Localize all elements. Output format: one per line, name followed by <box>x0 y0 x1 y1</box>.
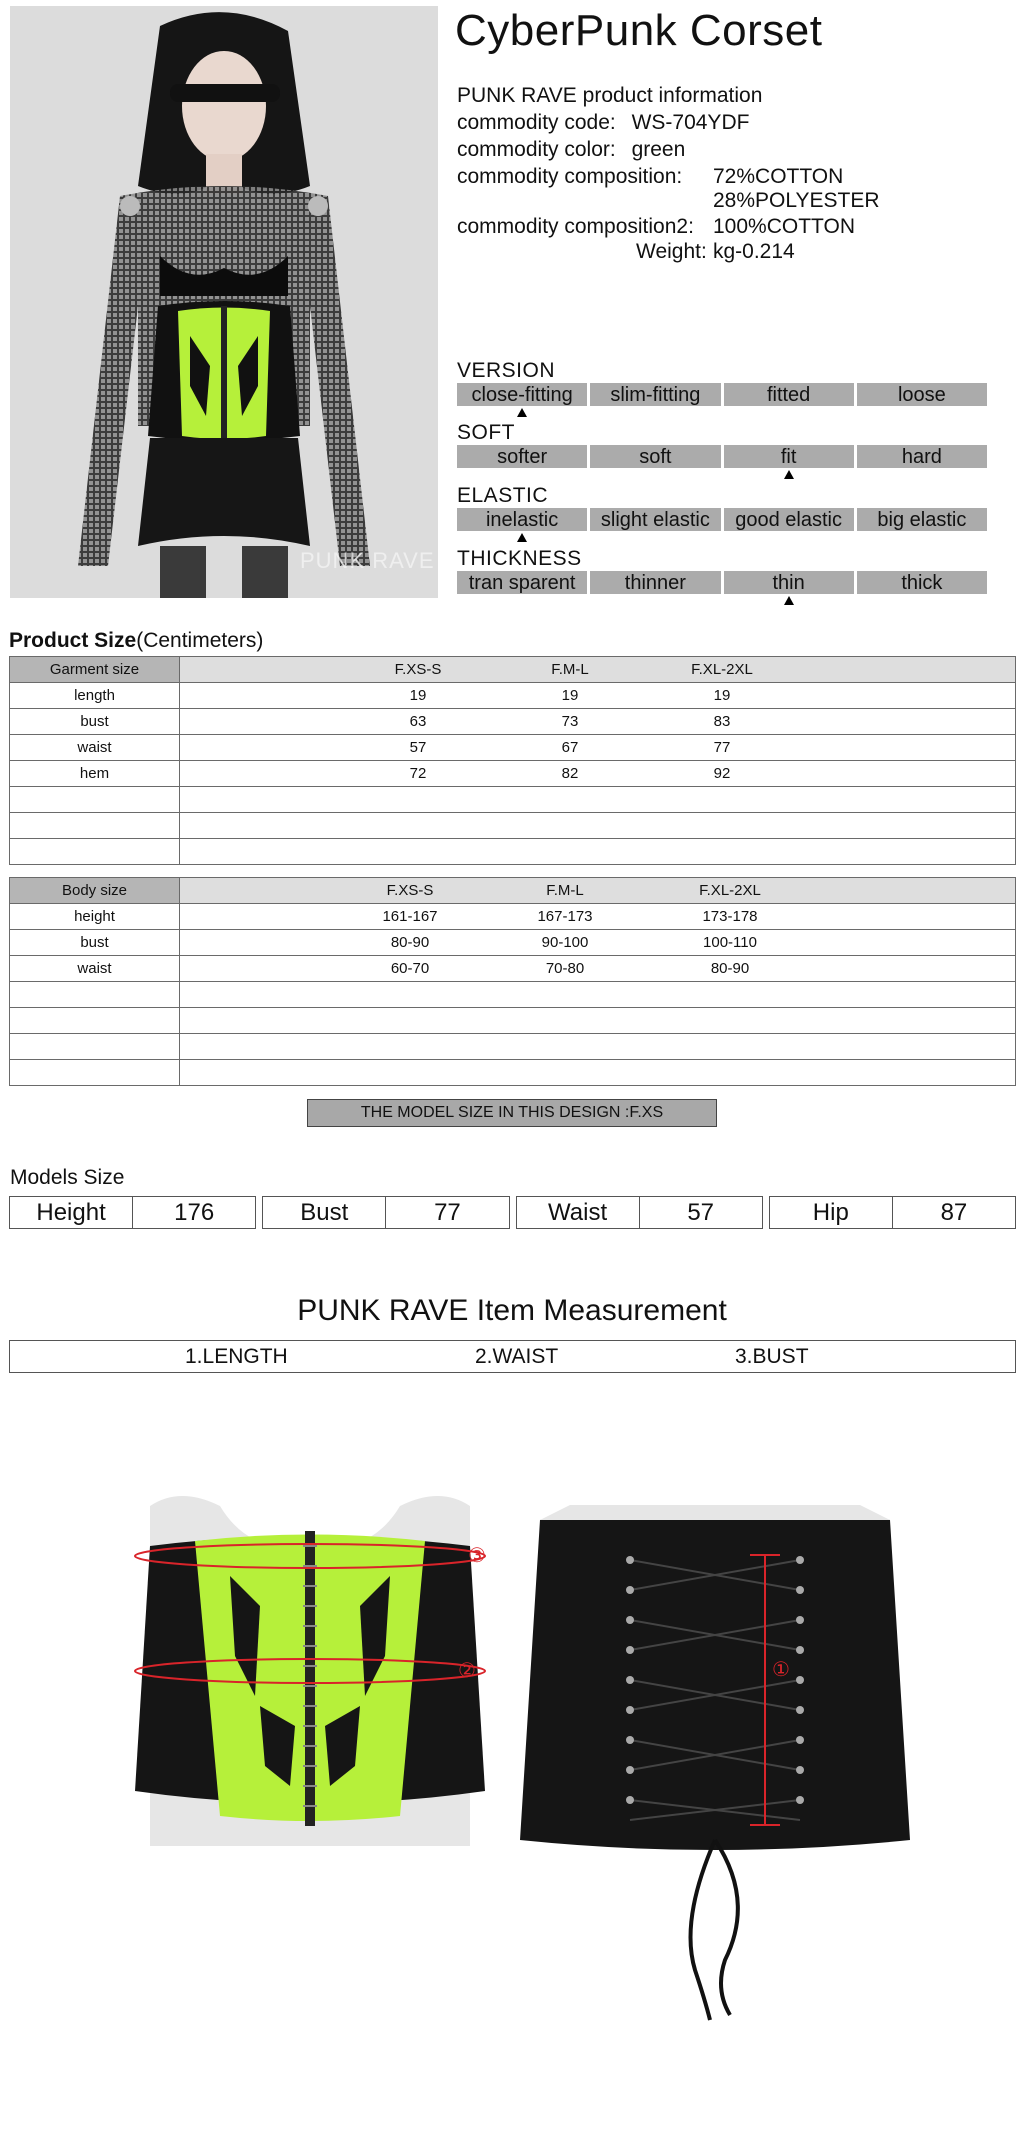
scale-elastic <box>457 508 987 531</box>
product-size-title <box>9 629 263 653</box>
cell: 80-90 <box>710 960 750 977</box>
cell: 92 <box>713 765 731 782</box>
color-label: commodity color: <box>457 138 616 161</box>
product-size-heading: Product Size <box>9 629 137 652</box>
models-size-label: Hip <box>770 1197 893 1228</box>
scale-title-soft: SOFT <box>457 421 515 444</box>
models-size-label: Waist <box>517 1197 640 1228</box>
scale-option: fit <box>724 445 854 468</box>
scale-marker-version <box>517 408 527 417</box>
scale-option: close-fitting <box>457 383 587 406</box>
size-column: F.M-L <box>551 661 589 678</box>
scale-option: softer <box>457 445 587 468</box>
table-row <box>10 930 1016 956</box>
color-value: green <box>631 138 686 161</box>
size-column: F.M-L <box>546 882 584 899</box>
row-label: waist <box>10 956 180 982</box>
cell: 19 <box>713 687 731 704</box>
models-size-row <box>9 1196 1016 1229</box>
marker-waist: ② <box>458 1660 476 1682</box>
row-label: length <box>10 683 180 709</box>
scale-option: thick <box>857 571 987 594</box>
table-row <box>10 735 1016 761</box>
table-header: Garment size <box>10 657 180 683</box>
models-size-value: 176 <box>174 1199 215 1226</box>
table-row <box>10 956 1016 982</box>
cell: 19 <box>409 687 427 704</box>
scale-marker-elastic <box>517 533 527 542</box>
cell: 73 <box>561 713 579 730</box>
cell: 90-100 <box>541 934 589 951</box>
cell: 72 <box>409 765 427 782</box>
table-row <box>10 683 1016 709</box>
scale-version <box>457 383 987 406</box>
table-row-empty <box>10 839 1016 865</box>
info-composition-label: commodity composition: <box>457 165 683 188</box>
scale-title-elastic: ELASTIC <box>457 484 549 507</box>
models-size-item <box>769 1196 1016 1229</box>
weight-label: Weight: <box>636 240 707 263</box>
table-row-empty <box>10 813 1016 839</box>
size-column: F.XL-2XL <box>691 661 753 678</box>
table-row-empty <box>10 1060 1016 1086</box>
scale-option: slight elastic <box>590 508 720 531</box>
info-composition2-label: commodity composition2: <box>457 215 694 238</box>
info-code-row <box>457 109 749 136</box>
scale-option: tran sparent <box>457 571 587 594</box>
row-label: bust <box>10 709 180 735</box>
table-header-sizes <box>180 657 1016 683</box>
scale-marker-soft <box>784 470 794 479</box>
measurement-title: PUNK RAVE Item Measurement <box>297 1294 727 1327</box>
scale-option: hard <box>857 445 987 468</box>
models-size-value: 77 <box>434 1199 461 1226</box>
size-column: F.XL-2XL <box>699 882 761 899</box>
row-label: height <box>10 904 180 930</box>
size-column: F.XS-S <box>394 661 442 678</box>
body-size-table <box>9 877 1016 1086</box>
code-label: commodity code: <box>457 111 616 134</box>
table-row <box>10 904 1016 930</box>
scale-title-thickness: THICKNESS <box>457 547 582 570</box>
scale-option: inelastic <box>457 508 587 531</box>
model-illustration <box>10 6 438 598</box>
models-size-value: 57 <box>687 1199 715 1226</box>
info-heading: PUNK RAVE product information <box>457 84 763 107</box>
scale-soft <box>457 445 987 468</box>
row-label: bust <box>10 930 180 956</box>
cell: 167-173 <box>537 908 593 925</box>
table-header-sizes <box>180 878 1016 904</box>
size-column: F.XS-S <box>386 882 434 899</box>
cell: 63 <box>409 713 427 730</box>
scale-option: thin <box>724 571 854 594</box>
composition2-value: 100%COTTON <box>713 215 855 238</box>
models-size-label: Bust <box>263 1197 386 1228</box>
weight-value: kg-0.214 <box>713 240 795 263</box>
code-value: WS-704YDF <box>631 111 750 134</box>
measurement-item: 1.LENGTH <box>185 1345 288 1368</box>
scale-title-version: VERSION <box>457 359 556 382</box>
row-label: waist <box>10 735 180 761</box>
cell: 100-110 <box>703 934 757 951</box>
scale-option: fitted <box>724 383 854 406</box>
cell: 83 <box>713 713 731 730</box>
cell: 161-167 <box>382 908 438 925</box>
product-photo <box>10 6 438 598</box>
scale-thickness <box>457 571 987 594</box>
cell: 173-178 <box>702 908 758 925</box>
scale-option: soft <box>590 445 720 468</box>
table-row-empty <box>10 1034 1016 1060</box>
corset-front-illustration <box>120 1486 500 1866</box>
product-size-unit: (Centimeters) <box>136 629 264 652</box>
models-size-title: Models Size <box>10 1166 125 1189</box>
cell: 80-90 <box>390 934 430 951</box>
scale-option: loose <box>857 383 987 406</box>
models-size-item <box>262 1196 509 1229</box>
models-size-item <box>516 1196 763 1229</box>
cell: 82 <box>561 765 579 782</box>
table-row <box>10 709 1016 735</box>
composition-value-1: 72%COTTON <box>713 165 844 188</box>
row-label: hem <box>10 761 180 787</box>
scale-option: good elastic <box>724 508 854 531</box>
corset-back-illustration <box>520 1500 910 2040</box>
table-row <box>10 761 1016 787</box>
cell: 67 <box>561 739 579 756</box>
models-size-label: Height <box>10 1197 133 1228</box>
model-size-note: THE MODEL SIZE IN THIS DESIGN :F.XS <box>307 1099 717 1127</box>
measurement-item: 3.BUST <box>735 1345 809 1368</box>
table-row-empty <box>10 1008 1016 1034</box>
table-header: Body size <box>10 878 180 904</box>
watermark: PUNK RAVE <box>300 548 435 573</box>
product-title: CyberPunk Corset <box>455 6 823 55</box>
measurement-item: 2.WAIST <box>475 1345 559 1368</box>
cell: 19 <box>561 687 579 704</box>
marker-bust: ③ <box>468 1545 486 1567</box>
cell: 57 <box>409 739 427 756</box>
table-row-empty <box>10 982 1016 1008</box>
cell: 77 <box>713 739 731 756</box>
marker-length: ① <box>772 1659 790 1681</box>
models-size-item <box>9 1196 256 1229</box>
table-row-empty <box>10 787 1016 813</box>
info-color-row <box>457 136 685 163</box>
measurement-legend <box>9 1340 1016 1373</box>
composition-value-2: 28%POLYESTER <box>713 189 880 212</box>
models-size-value: 87 <box>940 1199 968 1226</box>
cell: 70-80 <box>545 960 585 977</box>
product-size-table <box>9 656 1016 865</box>
cell: 60-70 <box>390 960 430 977</box>
scale-option: big elastic <box>857 508 987 531</box>
scale-option: slim-fitting <box>590 383 720 406</box>
scale-option: thinner <box>590 571 720 594</box>
scale-marker-thickness <box>784 596 794 605</box>
